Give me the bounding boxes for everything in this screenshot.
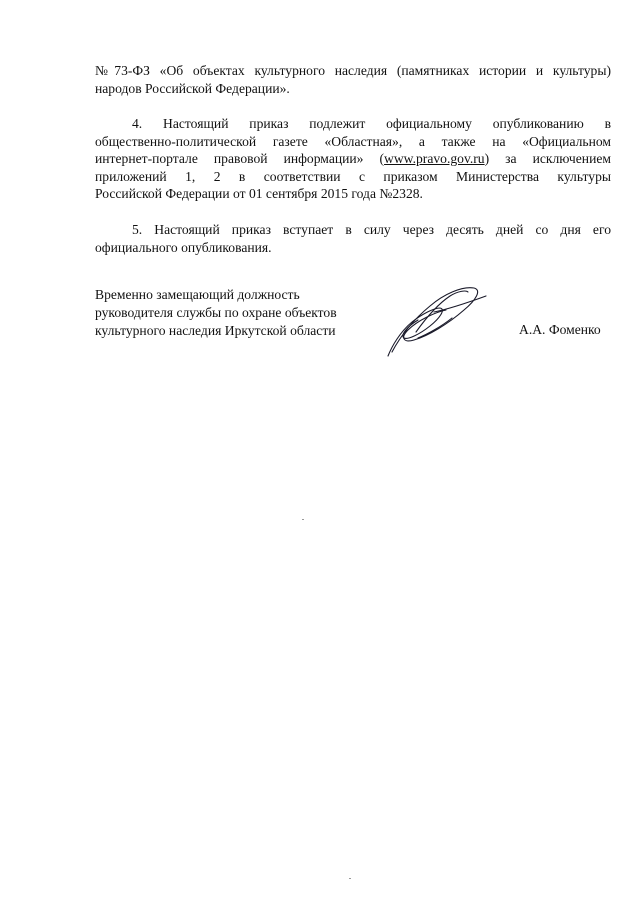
paragraph-line: официального опубликования. [95,239,272,255]
signer-name: А.А. Фоменко [519,322,601,337]
position-line: руководителя службы по охране объектов [95,305,337,320]
handwritten-signature [378,282,488,357]
position-line: Временно замещающий должность [95,287,300,302]
paragraph-text: интернет-портале правовой информации» ( [95,151,385,167]
paragraph-line: 5. Настоящий приказ вступает в силу через десять дней со дня его [132,222,611,237]
signer-position [95,286,337,340]
position-line: культурного наследия Иркутской области [95,323,336,338]
paragraph-line: Российской Федерации от 01 сентября 2015 года №2328. [95,186,423,202]
pravo-gov-link[interactable]: www.pravo.gov.ru [384,151,485,167]
paragraph-text: ) за исключением [484,151,611,167]
paragraph-law-reference [95,62,611,97]
paragraph-line: приложений 1, 2 в соответствии с приказом Министерства культуры [95,168,611,184]
scan-speck [302,519,304,520]
paragraph-4-publication [95,115,611,203]
paragraph-line: 4. Настоящий приказ подлежит официальному опубликованию в [132,116,611,131]
scan-speck [349,878,351,879]
paragraph-line: общественно-политической газете «Областная», а также на «Официальном [95,133,611,149]
paragraph-5-effective-date [95,221,611,256]
paragraph-line [95,150,611,168]
paragraph-line: народов Российской Федерации». [95,80,290,96]
paragraph-line: №73-ФЗ «Об объектах культурного наследия (памятниках истории и культуры) [95,63,611,78]
